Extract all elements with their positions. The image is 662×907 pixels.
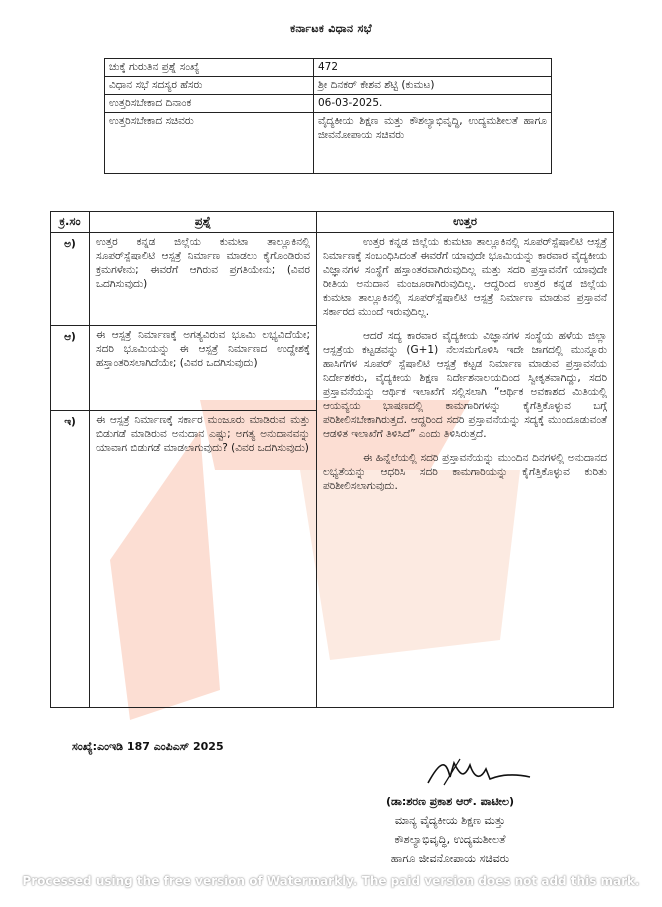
question-text: ಉತ್ತರ ಕನ್ನಡ ಜಿಲ್ಲೆಯ ಕುಮಟಾ ತಾಲ್ಲೂಕಿನಲ್ಲಿ ಸೂಪರ್‌ಸ್ಪೆಷಾಲಿಟಿ ಆಸ್ಪತ್ರೆ ನಿರ್ಮಾಣ ಮಾಡಲು ಕೈಗೊಂಡಿರುವ ಕ್ರಮಗಳೇನು; ಈವರೆಗೆ ಆಗಿರುವ ಪ್ರಗತಿಯೇನು; (ವಿವರ ಒದಗಿಸುವುದು): [90, 233, 317, 326]
member-name-value: ಶ್ರೀ ದಿನಕರ್ ಕೇಶವ ಶೆಟ್ಟಿ (ಕುಮಟ): [314, 77, 552, 95]
signatory-block: [340, 792, 560, 868]
member-name-label: ವಿಧಾನ ಸಭೆ ಸದಸ್ಯರ ಹೆಸರು: [105, 77, 314, 95]
minister-value: ವೈದ್ಯಕೀಯ ಶಿಕ್ಷಣ ಮತ್ತು ಕೌಶಲ್ಯಾಭಿವೃದ್ಧಿ, ಉದ್ಯಮಶೀಲತೆ ಹಾಗೂ ಜೀವನೋಪಾಯ ಸಚಿವರು: [314, 113, 552, 174]
reference-number: ಸಂಖ್ಯೆ:ಎಂಇಡಿ 187 ಎಂಪಿಎಸ್ 2025: [72, 740, 224, 753]
table-row: [105, 77, 552, 95]
answer-date-label: ಉತ್ತರಿಸಬೇಕಾದ ದಿನಾಂಕ: [105, 95, 314, 113]
table-row: [105, 113, 552, 174]
question-text: ಈ ಆಸ್ಪತ್ರೆ ನಿರ್ಮಾಣಕ್ಕೆ ಸರ್ಕಾರ ಮಂಜೂರು ಮಾಡಿರುವ ಮತ್ತು ಬಿಡುಗಡೆ ಮಾಡಿರುವ ಅನುದಾನ ಎಷ್ಟು; ಅಗತ್ಯ ಅನುದಾನವನ್ನು ಯಾವಾಗ ಬಿಡುಗಡೆ ಮಾಡಲಾಗುವುದು? (ವಿವರ ಒದಗಿಸುವುದು): [90, 411, 317, 708]
signatory-name: (ಡಾ:ಶರಣ ಪ್ರಕಾಶ ಆರ್. ಪಾಟೀಲ): [385, 795, 515, 808]
signatory-designation-line: ಮಾನ್ಯ ವೈದ್ಯಕೀಯ ಶಿಕ್ಷಣ ಮತ್ತು: [394, 814, 506, 827]
answer-cell: [317, 233, 614, 708]
question-text: ಈ ಆಸ್ಪತ್ರೆ ನಿರ್ಮಾಣಕ್ಕೆ ಅಗತ್ಯವಿರುವ ಭೂಮಿ ಲಭ್ಯವಿದೆಯೇ; ಸದರಿ ಭೂಮಿಯನ್ನು ಈ ಆಸ್ಪತ್ರೆ ನಿರ್ಮಾಣದ ಉದ್ದೇಶಕ್ಕೆ ಹಸ್ತಾಂತರಿಸಲಾಗಿದೆಯೇ; (ವಿವರ ಒದಗಿಸುವುದು): [90, 326, 317, 411]
serial-header: ಕ್ರ.ಸಂ: [51, 212, 90, 233]
question-number-label: ಚುಕ್ಕೆ ಗುರುತಿನ ಪ್ರಶ್ನೆ ಸಂಖ್ಯೆ: [105, 59, 314, 77]
answer-header: ಉತ್ತರ: [317, 212, 614, 233]
answer-date-value: 06-03-2025.: [314, 95, 552, 113]
question-serial: ಆ): [51, 326, 90, 411]
document-title: ಕರ್ನಾಟಕ ವಿಧಾನ ಸಭೆ: [290, 22, 372, 35]
question-serial: ಅ): [51, 233, 90, 326]
minister-label: ಉತ್ತರಿಸಬೇಕಾದ ಸಚಿವರು: [105, 113, 314, 174]
question-info-table: [104, 58, 552, 174]
table-row: [51, 233, 614, 326]
question-number-value: 472: [314, 59, 552, 77]
signatory-designation-line: ಕೌಶಲ್ಯಾಭಿವೃದ್ಧಿ, ಉದ್ಯಮಶೀಲತೆ: [394, 833, 506, 846]
signature: [420, 755, 540, 789]
answer-paragraph: ಉತ್ತರ ಕನ್ನಡ ಜಿಲ್ಲೆಯ ಕುಮಟಾ ತಾಲ್ಲೂಕಿನಲ್ಲಿ ಸೂಪರ್‌ಸ್ಪೆಷಾಲಿಟಿ ಆಸ್ಪತ್ರೆ ನಿರ್ಮಾಣಕ್ಕೆ ಸಂಬಂಧಿಸಿದಂತೆ ಈವರೆಗೆ ಯಾವುದೇ ಭೂಮಿಯನ್ನು ಕಾರವಾರ ವೈದ್ಯಕೀಯ ವಿಜ್ಞಾನಗಳ ಸಂಸ್ಥೆಗೆ ಹಸ್ತಾಂತರವಾಗಿರುವುದಿಲ್ಲ ಮತ್ತು ಸದರಿ ಪ್ರಸ್ತಾವನೆಗೆ ಯಾವುದೇ ರೀತಿಯ ಅನುದಾನ ಮಂಜೂರಾಗಿರುವುದಿಲ್ಲ. ಆದ್ದರಿಂದ ಉತ್ತರ ಕನ್ನಡ ಜಿಲ್ಲೆಯ ಕುಮಟಾ ತಾಲ್ಲೂಕಿನಲ್ಲಿ ಸೂಪರ್‌ಸ್ಪೆಷಾಲಿಟಿ ಆಸ್ಪತ್ರೆ ನಿರ್ಮಾಣ ಮಾಡುವ ಪ್ರಸ್ತಾವನೆ ಸರ್ಕಾರದ ಮುಂದೆ ಇರುವುದಿಲ್ಲ.: [323, 236, 607, 318]
table-row: [105, 59, 552, 77]
question-header: ಪ್ರಶ್ನೆ: [90, 212, 317, 233]
table-header-row: [51, 212, 614, 233]
answer-paragraph: ಆದರೆ ಸದ್ಯ ಕಾರವಾರ ವೈದ್ಯಕೀಯ ವಿಜ್ಞಾನಗಳ ಸಂಸ್ಥೆಯ ಹಳೆಯ ಜಿಲ್ಲಾ ಆಸ್ಪತ್ರೆಯ ಕಟ್ಟಡವನ್ನು (G+1) ನೆಲಸಮಗೊಳಿಸಿ ಇದೇ ಜಾಗದಲ್ಲಿ ಮುನ್ನೂರು ಹಾಸಿಗೆಗಳ ಸೂಪರ್ ಸ್ಪೆಷಾಲಿಟಿ ಆಸ್ಪತ್ರೆ ಕಟ್ಟಡ ನಿರ್ಮಾಣ ಮಾಡುವ ಪ್ರಸ್ತಾವನೆಯ ನಿರ್ದೇಶಕರು, ವೈದ್ಯಕೀಯ ಶಿಕ್ಷಣ ನಿರ್ದೇಶನಾಲಯದಿಂದ ಸ್ವೀಕೃತವಾಗಿದ್ದು, ಸದರಿ ಪ್ರಸ್ತಾವನೆಯನ್ನು ಆರ್ಥಿಕ ಇಲಾಖೆಗೆ ಸಲ್ಲಿಸಲಾಗಿ “ಆರ್ಥಿಕ ಅವಕಾಶದ ಮಿತಿಯಲ್ಲಿ ಆಯವ್ಯಯ ಭಾಷಣದಲ್ಲಿ ಕಾಮಗಾರಿಗಳನ್ನು ಕೈಗೆತ್ತಿಕೊಳ್ಳುವ ಬಗ್ಗೆ ಪರಿಶೀಲಿಸಬೇಕಾಗಿರುತ್ತದೆ. ಆದ್ದರಿಂದ ಸದರಿ ಪ್ರಸ್ತಾವನೆಯನ್ನು ಸದ್ಯಕ್ಕೆ ಮುಂದೂಡುವಂತೆ ಆಡಳಿತ ಇಲಾಖೆಗೆ ತಿಳಿಸಿದೆ” ಎಂದು ತಿಳಿಸಿರುತ್ತದೆ.: [323, 330, 607, 440]
table-row: [105, 95, 552, 113]
question-serial: ಇ): [51, 411, 90, 708]
question-answer-table: [50, 211, 614, 708]
answer-paragraph: ಈ ಹಿನ್ನೆಲೆಯಲ್ಲಿ ಸದರಿ ಪ್ರಸ್ತಾವನೆಯನ್ನು ಮುಂದಿನ ದಿನಗಳಲ್ಲಿ ಅನುದಾನದ ಲಭ್ಯತೆಯನ್ನು ಆಧರಿಸಿ ಸದರಿ ಕಾಮಗಾರಿಯನ್ನು ಕೈಗೆತ್ತಿಕೊಳ್ಳುವ ಕುರಿತು ಪರಿಶೀಲಿಸಲಾಗುವುದು.: [323, 452, 607, 492]
signatory-designation-line: ಹಾಗೂ ಜೀವನೋಪಾಯ ಸಚಿವರು: [390, 852, 510, 865]
watermark-notice: Processed using the free version of Watermarkly. The paid version does not add this mark.: [22, 874, 640, 888]
